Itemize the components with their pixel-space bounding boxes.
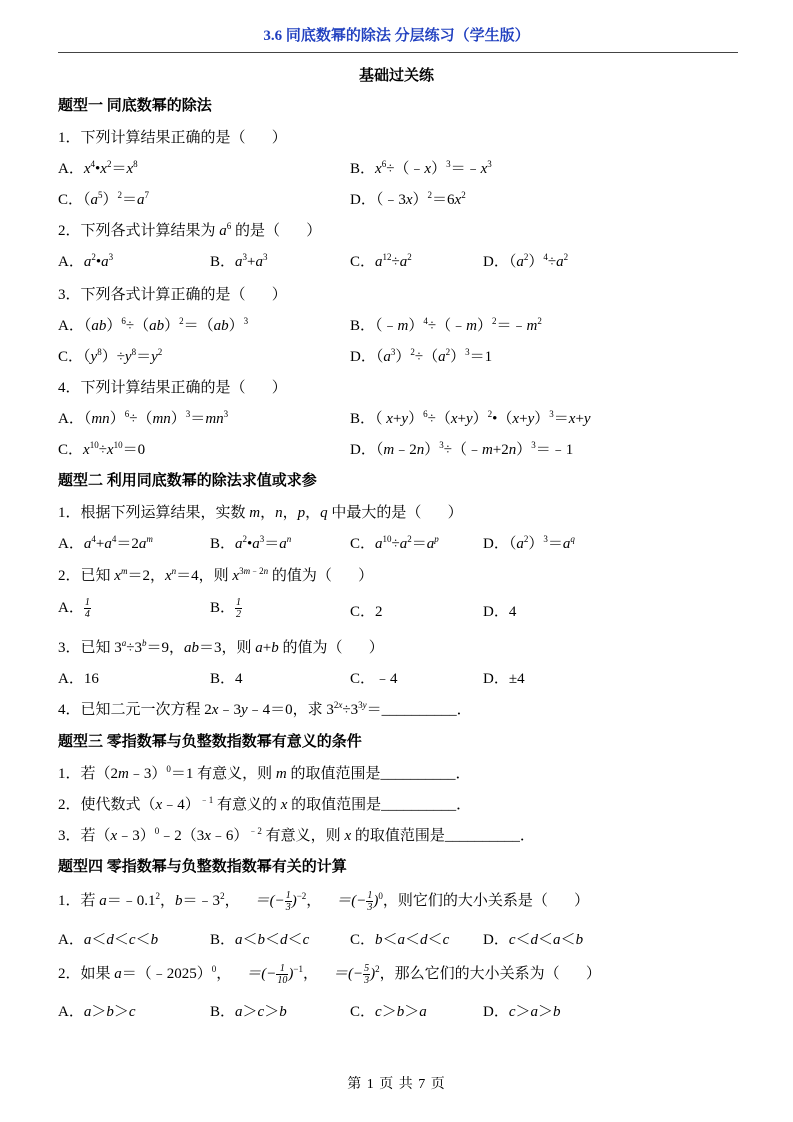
question-3-3: 3．若（x﹣3）$^0$﹣2（3x﹣6）$^{﹣2}$ 有意义，则 x 的取值范围是__________． [58, 826, 535, 844]
option-1-3-c: C．$(y^8)\div y^8=y^2$ [58, 347, 163, 365]
section-heading-1: 题型一 同底数幂的除法 [58, 98, 212, 114]
option-2-2-a: A． $\frac{1}{4}$ [58, 597, 90, 621]
question-4-2: 2．如果 a＝（﹣2025）$^0$， ＝(− $\frac{1}{10}$ )$^{-1}$， ＝(− $\frac{5}{3}$ )$^2$，那么它们的大小关系为（ ） [58, 963, 601, 987]
option-2-3-b: B．4 [210, 671, 243, 687]
option-1-3-a: A．（ab）$^6$÷（ab）$^2$＝（ab）$^3$ [58, 316, 249, 334]
question-4-1: 1．若 $a=﹣0.1^2$，$b=﹣3^2$， ＝(− $\frac{1}{3}$ )$^{-2}$， ＝(− $\frac{1}{3}$ )$^0$，则它们的大小关系是（ ） [58, 890, 590, 914]
option-2-2-c: C．2 [350, 604, 383, 620]
question-3-1: 1．若（2m﹣3）$^0$＝1 有意义，则 m 的取值范围是__________． [58, 764, 471, 782]
option-4-1-d: D．c＜d＜a＜b [483, 932, 584, 948]
option-2-1-a: A．$a^4+a^4=2a^m$ [58, 534, 153, 552]
option-1-1-c: C．$(a^5)^2=a^7$ [58, 190, 150, 208]
question-1-2: 2．下列各式计算结果为 $a^6$ 的是（ ） [58, 221, 322, 239]
option-2-1-c: C．$a^{10}\div a^2=a^p$ [350, 534, 439, 552]
option-4-1-b: B．a＜b＜d＜c [210, 932, 310, 948]
option-1-2-d: D．$(a^2)^4\div a^2$ [483, 252, 569, 270]
option-1-4-a: A．$(mn)^6\div(mn)^3=mn^3$ [58, 409, 229, 427]
option-1-4-b: B．（ $x+y)^6\div(x+y)^2•(x+y)^3=x+y$ [350, 409, 591, 427]
option-2-1-b: B．$a^2•a^3=a^n$ [210, 534, 292, 552]
option-4-2-c: C．c＞b＞a [350, 1004, 427, 1020]
option-1-1-a: A．$x^4•x^2=x^8$ [58, 159, 138, 177]
option-2-2-b: B． $\frac{1}{2}$ [210, 597, 242, 621]
option-4-2-d: D．c＞a＞b [483, 1004, 561, 1020]
option-2-3-d: D．±4 [483, 671, 525, 687]
option-4-2-b: B．a＞c＞b [210, 1004, 287, 1020]
question-3-2: 2．使代数式（x﹣4）$^{﹣1}$ 有意义的 x 的取值范围是__________． [58, 795, 472, 813]
page-footer: 第 1 页 共 7 页 [347, 1077, 446, 1092]
option-1-3-d: D．$(a^3)^2\div(a^2)^3=1$ [350, 347, 493, 365]
option-4-1-c: C．b＜a＜d＜c [350, 932, 450, 948]
question-2-4: 4．已知二元一次方程 2x﹣3y﹣4＝0，求 $3^{2x}\div 3^{3y}=\_\_\_\_\_\_\_\_\_\_$． [58, 700, 472, 718]
option-4-1-a: A．a＜d＜c＜b [58, 932, 159, 948]
option-2-2-d: D．4 [483, 604, 517, 620]
option-2-1-d: D．$(a^2)^3=a^q$ [483, 534, 575, 552]
section-heading-2: 题型二 利用同底数幂的除法求值或求参 [58, 473, 317, 489]
option-1-4-c: C．$x^{10}\div x^{10}=0$ [58, 440, 146, 458]
question-2-2: 2．已知 $x^m=2$，$x^n=4$，则 $x^{3m﹣2n}$ 的值为（ ） [58, 566, 374, 584]
option-2-3-c: C．﹣4 [350, 671, 398, 687]
section-heading-3: 题型三 零指数幂与负整数指数幂有意义的条件 [58, 734, 362, 750]
option-2-3-a: A．16 [58, 671, 99, 687]
question-2-3: 3．已知 $3^a\div 3^b=9$，ab＝3，则 a+b 的值为（ ） [58, 638, 384, 656]
option-1-3-b: B．$(﹣m)^4\div(﹣m)^2=﹣m^2$ [350, 316, 542, 334]
option-4-2-a: A．a＞b＞c [58, 1004, 136, 1020]
option-1-2-b: B．$a^3+a^3$ [210, 252, 268, 270]
document-header: 3.6 同底数幂的除法 分层练习（学生版） [263, 28, 530, 44]
option-1-1-b: B．$x^6\div(﹣x)^3=﹣x^3$ [350, 159, 492, 177]
option-1-4-d: D．（m﹣2n）$^3$÷（﹣m+2n）$^3$＝﹣1 [350, 440, 574, 458]
question-1-4: 4．下列计算结果正确的是（ ） [58, 380, 287, 396]
option-1-2-a: A．$a^2•a^3$ [58, 252, 114, 270]
question-1-3: 3．下列各式计算正确的是（ ） [58, 287, 287, 303]
page-title: 基础过关练 [358, 68, 434, 84]
option-1-1-d: D．$(﹣3x)^2=6x^2$ [350, 190, 466, 208]
option-1-2-c: C．$a^{12}\div a^2$ [350, 252, 412, 270]
question-2-1: 1．根据下列运算结果，实数 m，n，p，q 中最大的是（ ） [58, 505, 463, 521]
section-heading-4: 题型四 零指数幂与负整数指数幂有关的计算 [58, 859, 347, 875]
question-1-1: 1．下列计算结果正确的是（ ） [58, 130, 287, 146]
header-divider [58, 52, 738, 53]
